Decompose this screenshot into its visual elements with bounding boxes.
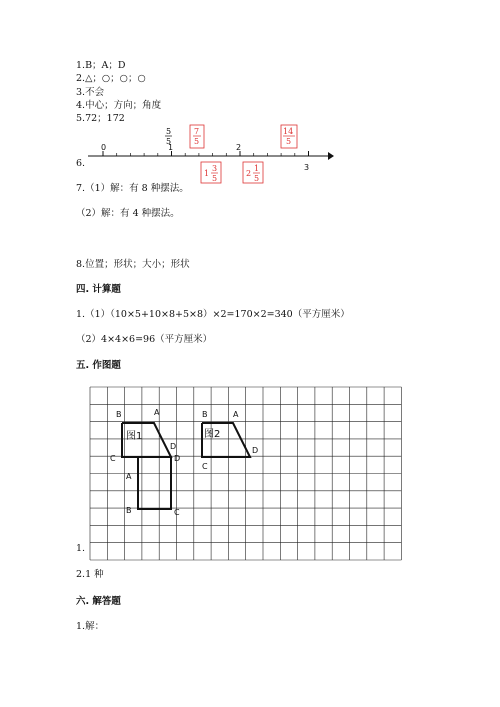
tick-label-0: 0: [101, 143, 107, 152]
svg-text:2: 2: [246, 169, 252, 178]
svg-text:5: 5: [286, 137, 292, 146]
figure-1-rotated-shape: [138, 457, 171, 509]
figure-1-label: 图1: [126, 431, 143, 442]
answer-6-number: 6.: [76, 158, 86, 169]
fraction-seven-fifths: [190, 125, 204, 148]
tick-label-2: 2: [236, 143, 242, 152]
section-5-title: 五. 作图题: [76, 360, 121, 371]
svg-text:5: 5: [166, 127, 172, 136]
answer-7-part-1: 7.（1）解：有 8 种摆法。: [76, 183, 189, 194]
label-b-1: B: [116, 410, 122, 419]
minor-ticks: [103, 151, 309, 156]
answer-5: 5.72；172: [76, 113, 125, 124]
label-a-1: A: [154, 408, 160, 417]
number-line-figure: [80, 120, 340, 185]
label-c-2: C: [174, 508, 180, 517]
fraction-two-and-one-fifth: [243, 162, 263, 183]
fraction-five-fifths: [165, 127, 172, 146]
answer-4: 4.中心；方向；角度: [76, 100, 162, 111]
section-6-q1: 1.解：: [76, 621, 105, 632]
fraction-fourteen-fifths: [281, 125, 297, 148]
answer-7-part-2: （2）解：有 4 种摆法。: [76, 208, 180, 219]
section-4-title: 四. 计算题: [76, 284, 121, 295]
section-4-q2: （2）4×4×6=96（平方厘米）: [76, 334, 213, 345]
section-4-q1: 1.（1）（10×5+10×8+5×8）×2=170×2=340（平方厘米）: [76, 309, 350, 320]
label-d-1: D: [170, 442, 177, 451]
label-b-2: B: [126, 506, 132, 515]
svg-text:7: 7: [194, 127, 200, 136]
answer-8: 8.位置；形状；大小；形状: [76, 259, 190, 270]
svg-text:5: 5: [254, 174, 260, 183]
tick-label-1: 1: [168, 143, 174, 152]
figure-2-label: 图2: [204, 429, 221, 440]
answer-1: 1.B；A；D: [76, 60, 126, 71]
svg-text:5: 5: [194, 137, 200, 146]
label-d-3: D: [252, 446, 259, 455]
label-a-2: A: [126, 472, 132, 481]
grid-lines: [90, 387, 401, 560]
label-b-3: B: [202, 410, 208, 419]
svg-text:5: 5: [166, 137, 172, 146]
drawing-grid: [88, 385, 408, 563]
svg-text:1: 1: [204, 169, 210, 178]
svg-text:14: 14: [283, 127, 294, 136]
label-d-2: D: [174, 454, 181, 463]
svg-text:5: 5: [212, 174, 218, 183]
section-6-title: 六. 解答题: [76, 596, 121, 607]
label-c-1: C: [110, 454, 116, 463]
fraction-one-and-three-fifths: [201, 162, 221, 183]
label-a-3: A: [233, 410, 239, 419]
svg-text:1: 1: [254, 164, 260, 173]
tick-label-3: 3: [304, 163, 310, 172]
label-c-3: C: [202, 462, 208, 471]
answer-3: 3.不会: [76, 87, 105, 98]
axis-arrow-icon: [328, 152, 334, 160]
svg-text:3: 3: [212, 164, 218, 173]
answer-2: 2.△；○；○；○: [76, 73, 146, 84]
section-5-q2: 2.1 种: [76, 569, 104, 580]
grid-caption: 1.: [76, 543, 86, 554]
